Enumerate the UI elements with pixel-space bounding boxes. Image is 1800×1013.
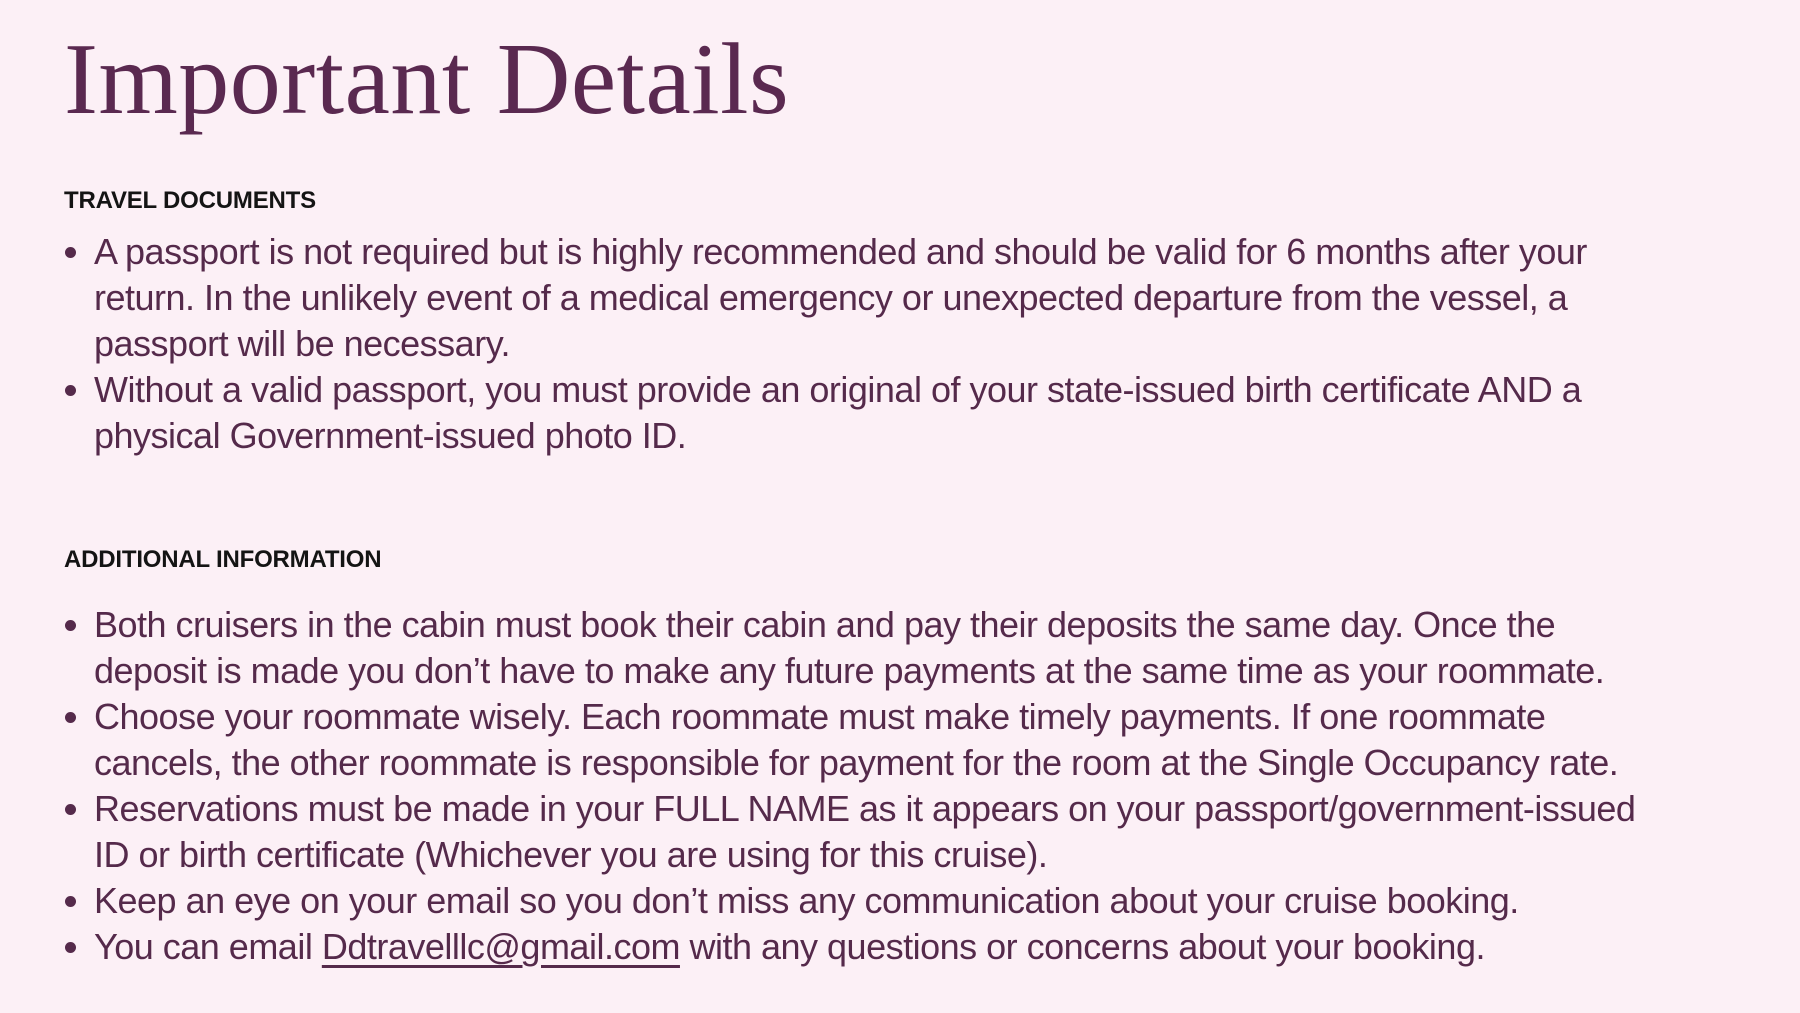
email-bullet-prefix: You can email <box>94 926 322 968</box>
list-item: Both cruisers in the cabin must book their cabin and pay their deposits the same day. Once the deposit is made you don’t have to make any future payments at the same time as your roommate. <box>64 602 1654 694</box>
section-additional-information <box>64 545 1760 970</box>
list-item-email <box>64 924 1654 970</box>
travel-documents-list <box>64 229 1760 459</box>
list-item: Without a valid passport, you must provide an original of your state-issued birth certificate AND a physical Government-issued photo ID. <box>64 367 1654 459</box>
list-item: Choose your roommate wisely. Each roommate must make timely payments. If one roommate cancels, the other roommate is responsible for payment for the room at the Single Occupancy rate. <box>64 694 1654 786</box>
list-item: Reservations must be made in your FULL NAME as it appears on your passport/government-issued ID or birth certificate (Whichever you are using for this cruise). <box>64 786 1654 878</box>
travel-documents-heading: TRAVEL DOCUMENTS <box>64 187 316 215</box>
additional-information-heading: ADDITIONAL INFORMATION <box>64 546 382 574</box>
email-bullet-suffix: with any questions or concerns about your booking. <box>679 926 1485 968</box>
list-item: Keep an eye on your email so you don’t miss any communication about your cruise booking. <box>64 878 1654 924</box>
page-title: Important Details <box>64 23 790 136</box>
section-travel-documents <box>64 186 1760 459</box>
additional-information-list <box>64 602 1760 970</box>
email-link[interactable]: Ddtravelllc@gmail.com <box>321 926 680 968</box>
list-item: A passport is not required but is highly recommended and should be valid for 6 months after your return. In the unlikely event of a medical emergency or unexpected departure from the vessel, a passport will be necessary. <box>64 229 1654 367</box>
